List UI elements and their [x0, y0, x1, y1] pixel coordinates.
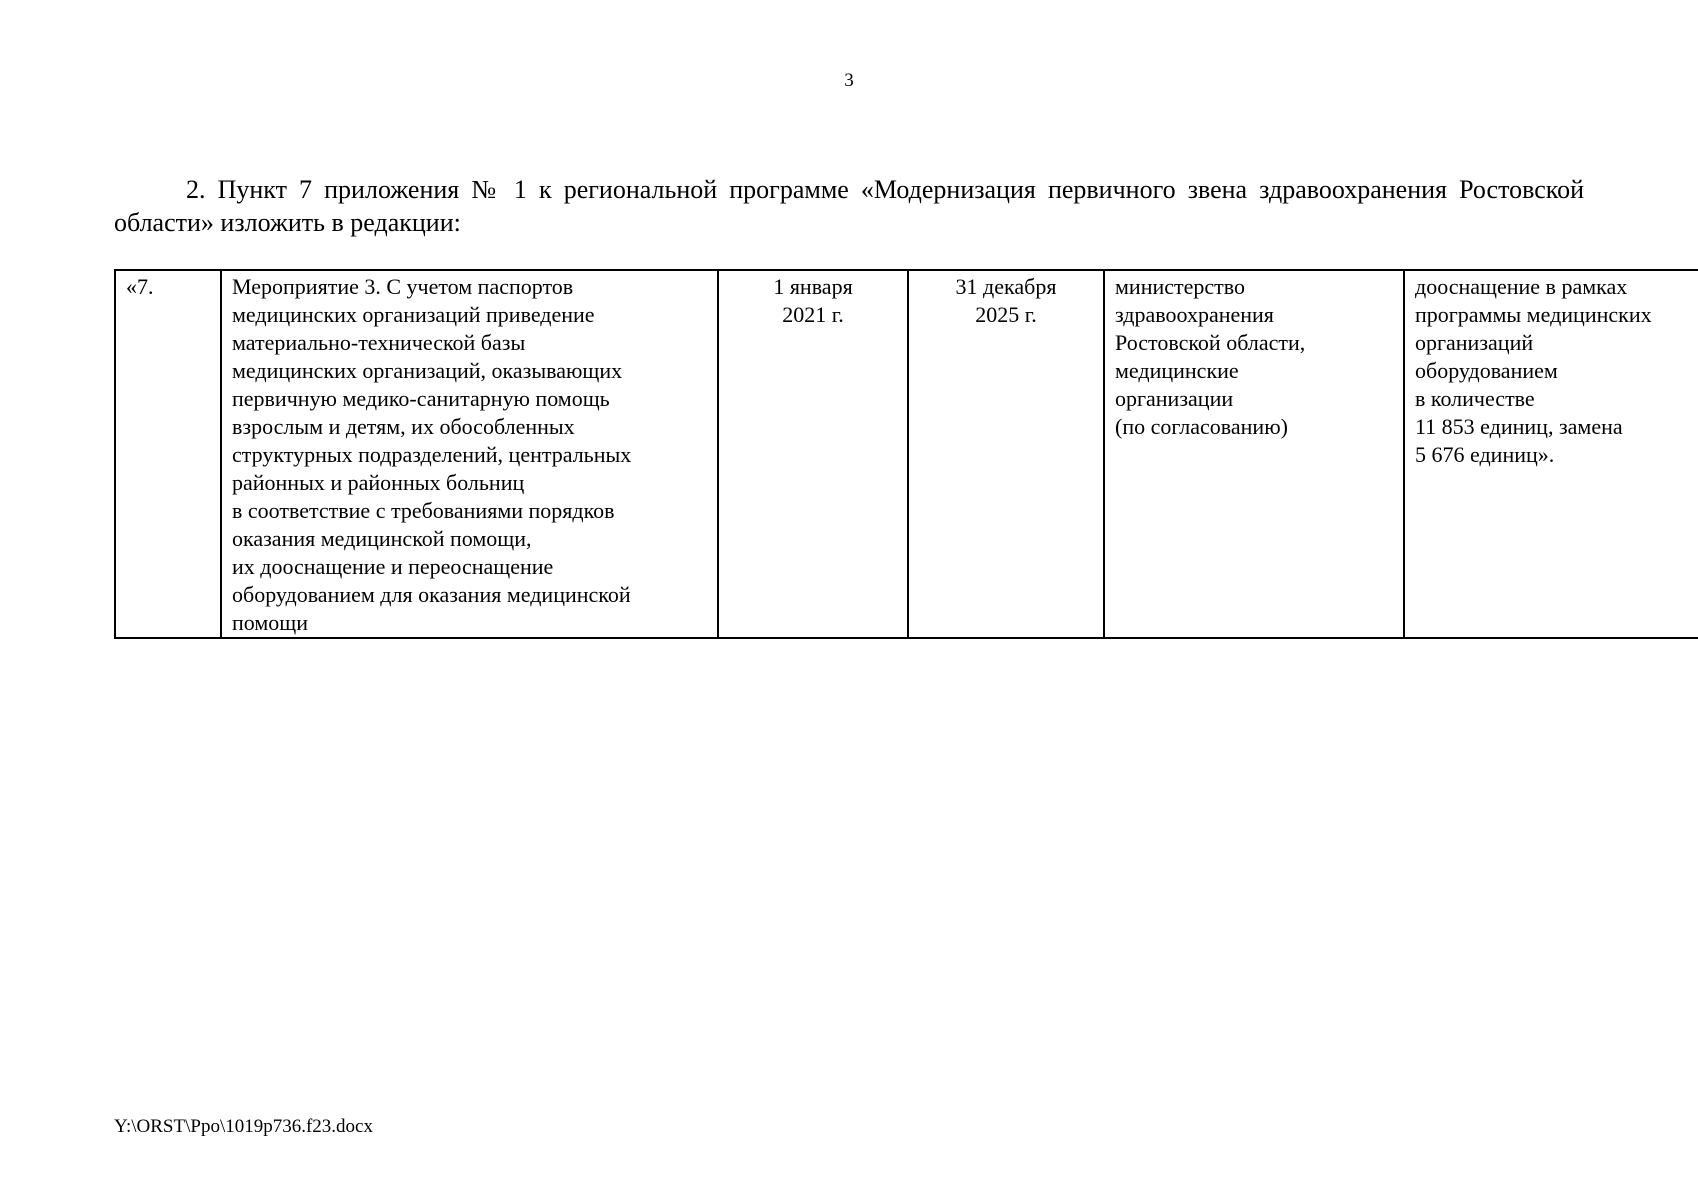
responsible-line: организации [1115, 386, 1234, 411]
end-date-line: 2025 г. [975, 302, 1037, 327]
start-date-line: 2021 г. [782, 302, 844, 327]
start-date-line: 1 января [773, 274, 853, 299]
table-row [115, 270, 1698, 638]
responsible-line: (по согласованию) [1115, 414, 1288, 439]
responsible-line: министерство [1115, 274, 1246, 299]
file-path-footer: Y:\ORST\Ppo\1019p736.f23.docx [114, 1116, 373, 1137]
start-date-cell [718, 270, 908, 638]
event-line: оказания медицинской помощи, [232, 526, 532, 551]
result-line: организаций [1415, 330, 1534, 355]
item-number-cell: «7. [115, 270, 221, 638]
event-line: материально-технической базы [232, 330, 526, 355]
event-description-cell [221, 270, 718, 638]
end-date-line: 31 декабря [955, 274, 1057, 299]
result-line: в количестве [1415, 386, 1535, 411]
event-line: в соответствие с требованиями порядков [232, 498, 615, 523]
event-line: медицинских организаций приведение [232, 302, 595, 327]
event-line: первичную медико-санитарную помощь [232, 386, 610, 411]
responsible-line: Ростовской области, [1115, 330, 1306, 355]
responsible-cell [1104, 270, 1404, 638]
result-cell [1404, 270, 1698, 638]
intro-paragraph: 2. Пункт 7 приложения № 1 к региональной программе «Модернизация первичного звена здравоохранения Ростовской области» изложить в редакции: [114, 175, 1584, 237]
event-line: взрослым и детям, их обособленных [232, 414, 575, 439]
event-line: оборудованием для оказания медицинской [232, 582, 631, 607]
result-line: 11 853 единиц, замена [1415, 414, 1623, 439]
event-line: их дооснащение и переоснащение [232, 554, 554, 579]
event-line: медицинских организаций, оказывающих [232, 358, 623, 383]
event-line: структурных подразделений, центральных [232, 442, 632, 467]
event-line: Мероприятие 3. С учетом паспортов [232, 274, 574, 299]
result-line: 5 676 единиц». [1415, 442, 1555, 467]
event-line: районных и районных больниц [232, 470, 525, 495]
result-line: оборудованием [1415, 358, 1558, 383]
responsible-line: здравоохранения [1115, 302, 1274, 327]
program-table [114, 269, 1698, 639]
event-line: помощи [232, 610, 308, 635]
responsible-line: медицинские [1115, 358, 1239, 383]
result-line: дооснащение в рамках [1415, 274, 1628, 299]
result-line: программы медицинских [1415, 302, 1652, 327]
end-date-cell [908, 270, 1104, 638]
page-number: 3 [844, 70, 854, 91]
